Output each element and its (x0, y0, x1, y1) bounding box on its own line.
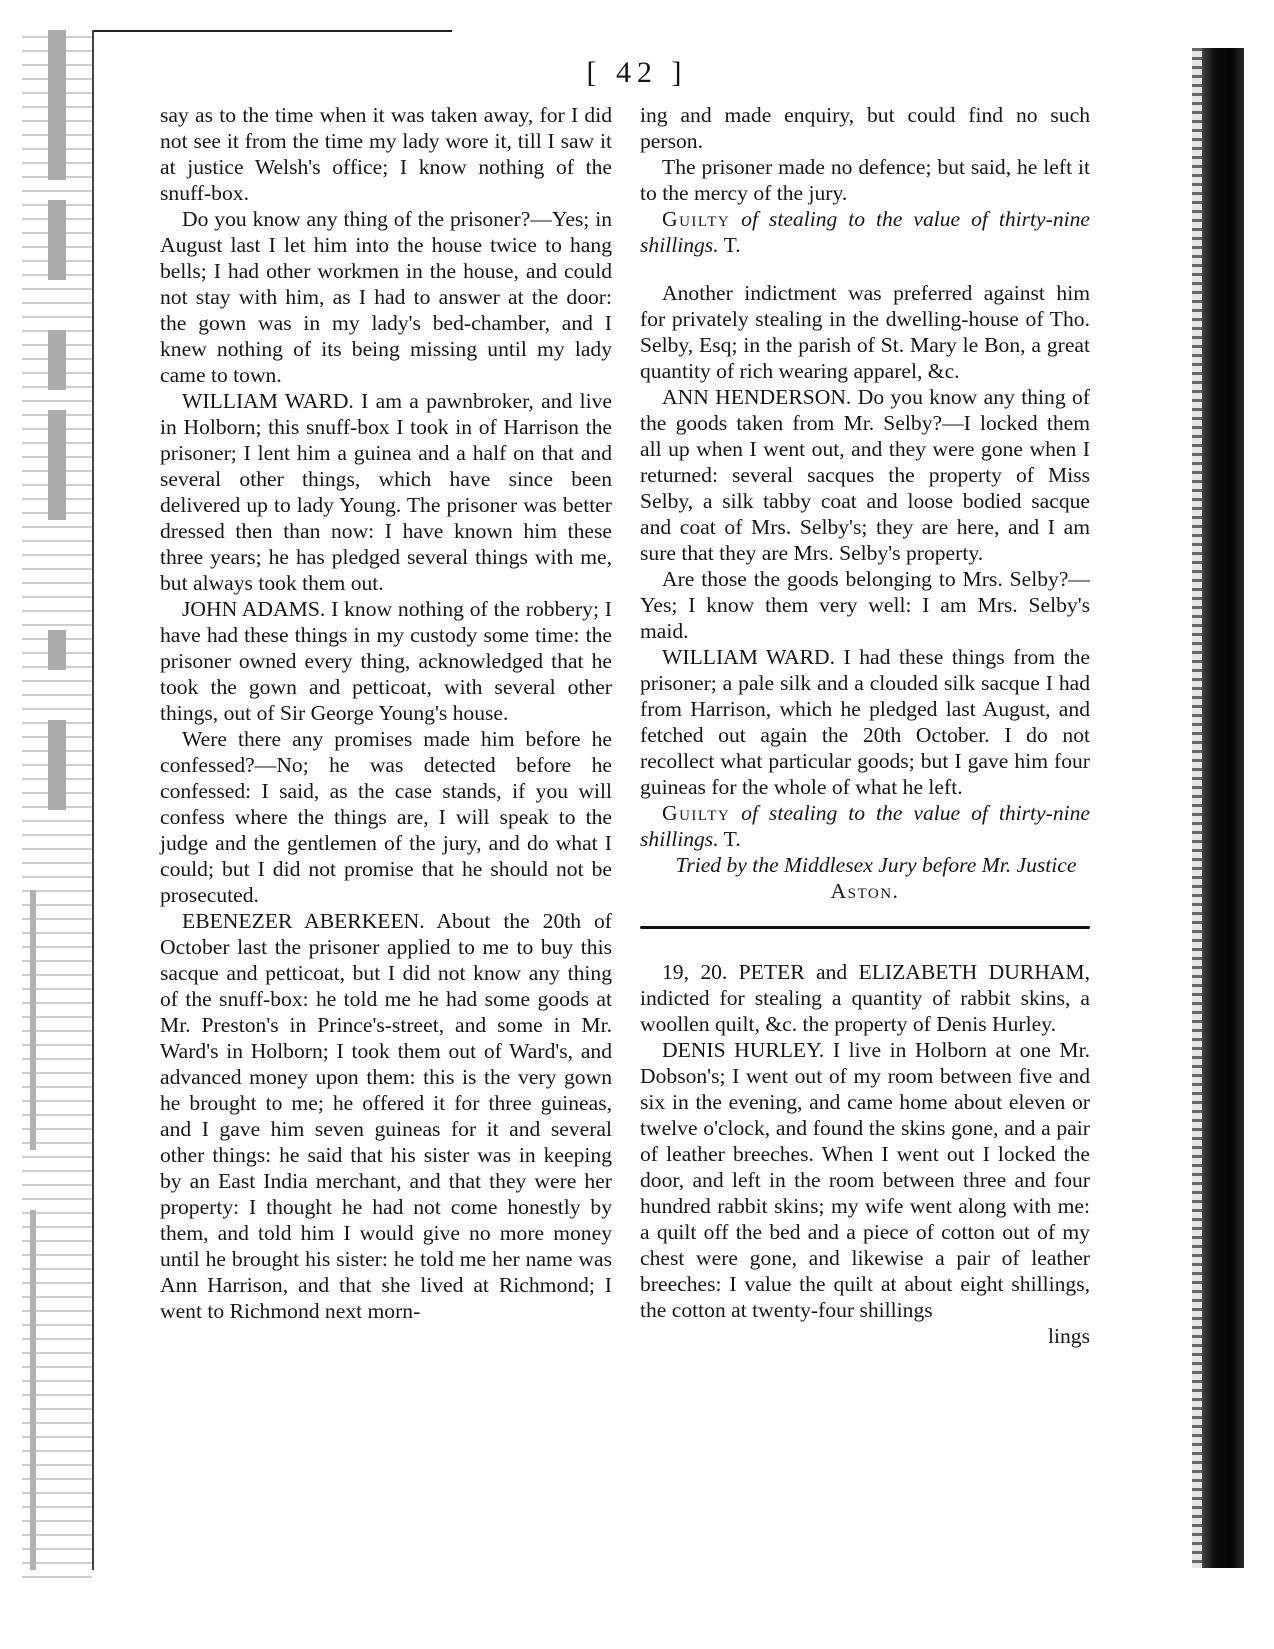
para-john-adams: JOHN ADAMS. I know nothing of the robbery; I have had these things in my custody some time: the prisoner owned every thing, acknowledged that he took the gown and petticoat, with several other things, out of Sir George Young's house. (160, 597, 612, 725)
right-column (640, 102, 1090, 1349)
para-ebenezer: EBENEZER ABERKEEN. About the 20th of October last the prisoner applied to me to buy this sacque and petticoat, but I did not know any thing of the snuff-box: he told me he had some goods at Mr. Preston's in Prince's-street, and some in Mr. Ward's in Holborn; I took them out of Ward's, and advanced money upon them: this is the very gown he brought to me; he offered it for three guineas, and I gave him seven guineas for it and several other things: he said that his sister was in keeping by an East India merchant, and that they were her property: I thought he had not come honestly by them, and told him I would give no more money until he brought his sister: he told me her name was Ann Harrison, and that she lived at Richmond; I went to Richmond next morn- (160, 909, 612, 1323)
verdict-sentence: T. (723, 827, 741, 851)
para-mrs-selby: Are those the goods belonging to Mrs. Selby?—Yes; I know them very well: I am Mrs. Selby's maid. (640, 567, 1090, 643)
para-continuation: say as to the time when it was taken away, for I did not see it from the time my lady wore it, till I saw it at justice Welsh's office; I know nothing of the snuff-box. (160, 103, 612, 205)
spacer (640, 258, 1090, 280)
para-indictment: Another indictment was preferred against him for privately stealing in the dwelling-house of Tho. Selby, Esq; in the parish of St. Mary le Bon, a great quantity of rich wearing apparel, &c. (640, 281, 1090, 383)
para-durham-case: 19, 20. PETER and ELIZABETH DURHAM, indicted for stealing a quantity of rabbit skins, a woollen quilt, &c. the property of Denis Hurley. (640, 960, 1090, 1036)
binding-edge-right (1202, 48, 1244, 1568)
verdict-label: Guilty (662, 207, 731, 231)
page-frame-top (92, 30, 452, 32)
para-question: Do you know any thing of the prisoner?—Yes; in August last I let him into the house twice to hang bells; I had other workmen in the house, and could not stay with him, as I had to answer at the door: the gown was in my lady's bed-chamber, and I knew nothing of its being missing until my lady came to town. (160, 207, 612, 387)
para-ann-henderson: ANN HENDERSON. Do you know any thing of the goods taken from Mr. Selby?—I locked them all up when I went out, and they were gone when I returned: several sacques the property of Miss Selby, a silk tabby coat and loose bodied sacque and coat of Mrs. Selby's; they are here, and I am sure that they are Mrs. Selby's property. (640, 385, 1090, 565)
verdict-2 (640, 800, 1090, 852)
catchword: lings (1048, 1324, 1090, 1348)
verdict-terms: of stealing to the value of thirty-nine shillings. (640, 207, 1090, 257)
para-continuation-right: ing and made enquiry, but could find no such person. (640, 103, 1090, 153)
verdict-1 (640, 206, 1090, 258)
para-promises: Were there any promises made him before he confessed?—No; he was detected before he confessed: I said, as the case stands, if you will confess where the things are, I will speak to the judge and the gentlemen of the jury, and do what I could; but I did not promise that he should not be prosecuted. (160, 727, 612, 907)
para-defence: The prisoner made no defence; but said, he left it to the mercy of the jury. (640, 155, 1090, 205)
page-number: [ 42 ] (586, 56, 688, 89)
tried-by-text: Tried by the Middlesex Jury before Mr. Justice (675, 853, 1077, 877)
tried-by-line (640, 852, 1090, 904)
para-william-ward: WILLIAM WARD. I am a pawnbroker, and live in Holborn; this snuff-box I took in of Harrison the prisoner; I lent him a guinea and a half on that and several other things, which have since been delivered up to lady Young. The prisoner was better dressed then than now: I have known him these three years; he has pledged several things with me, but always took them out. (160, 389, 612, 595)
verdict-label: Guilty (662, 801, 731, 825)
page-frame-side (92, 30, 94, 1570)
judge-name: Aston. (830, 879, 900, 903)
para-william-ward-2: WILLIAM WARD. I had these things from the prisoner; a pale silk and a clouded silk sacque I had from Harrison, which he pledged last August, and fetched out again the 20th October. I do not recollect what particular goods; but I gave him four guineas for the whole of what he left. (640, 645, 1090, 799)
verdict-terms: of stealing to the value of thirty-nine shillings. (640, 801, 1090, 851)
verdict-sentence: T. (723, 233, 741, 257)
left-column (160, 102, 612, 1324)
para-denis-hurley: DENIS HURLEY. I live in Holborn at one Mr. Dobson's; I went out of my room between five and six in the evening, and came home about eleven or twelve o'clock, and found the skins gone, and a pair of leather breeches. When I went out I locked the door, and left in the room between three and four hundred rabbit skins; my wife went along with me: a quilt off the bed and a piece of cotton out of my chest were gone, and likewise a pair of leather breeches: I value the quilt at about eight shillings, the cotton at twenty-four shillings (640, 1038, 1090, 1322)
binding-edge-left (22, 30, 92, 1590)
section-divider (640, 926, 1090, 929)
